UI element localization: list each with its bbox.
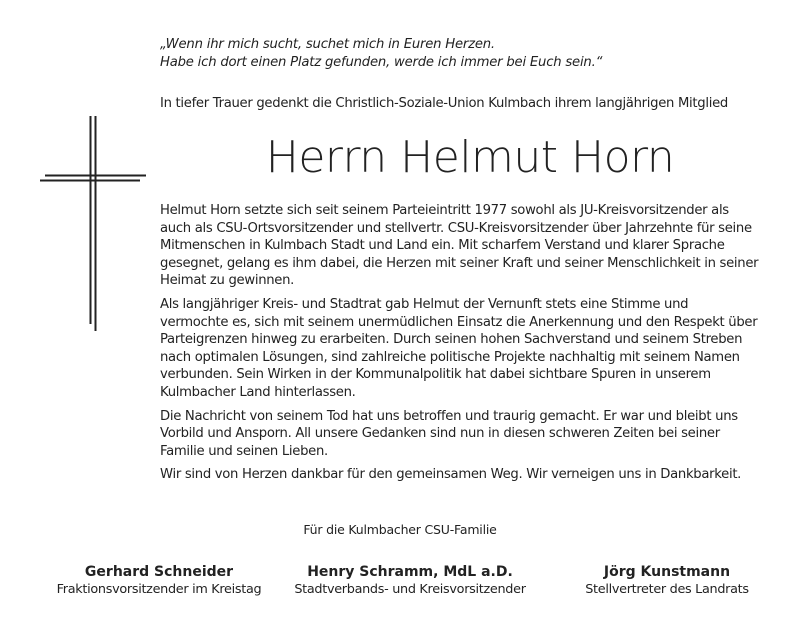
quote bbox=[160, 36, 602, 72]
signatory-name: Gerhard Schneider bbox=[84, 564, 234, 580]
text-line: Kulmbacher Land hinterlassen. bbox=[160, 384, 356, 400]
signatory bbox=[537, 562, 797, 597]
deceased-name: Herrn Helmut Horn bbox=[265, 132, 675, 183]
text-line: Als langjähriger Kreis- und Stadtrat gab Helmut der Vernunft stets eine Stimme und bbox=[160, 296, 689, 312]
text-line: Die Nachricht von seinem Tod hat uns betroffen und traurig gemacht. Er war und bleibt uns bbox=[160, 408, 738, 424]
signatory-role: Stellvertreter des Landrats bbox=[585, 582, 749, 597]
paragraph bbox=[160, 296, 760, 402]
quote-line: „Wenn ihr mich sucht, suchet mich in Euren Herzen. bbox=[160, 37, 495, 52]
intro-text: In tiefer Trauer gedenkt die Christlich-Soziale-Union Kulmbach ihrem langjährigen Mitglied bbox=[160, 96, 728, 111]
quote-line: Habe ich dort einen Platz gefunden, werde ich immer bei Euch sein.“ bbox=[160, 55, 603, 70]
text-line: Helmut Horn setzte sich seit seinem Parteieintritt 1977 sowohl als JU-Kreisvorsitzender als bbox=[160, 203, 729, 218]
text-line: Heimat zu gewinnen. bbox=[160, 273, 295, 289]
signatory-name: Jörg Kunstmann bbox=[603, 564, 731, 580]
text-line: auch als CSU-Ortsvorsitzender und stellvertr. CSU-Kreisvorsitzender über Jahrzehnte für seine bbox=[160, 220, 752, 236]
text-line: gesegnet, gelang es ihm dabei, die Herzen mit seiner Kraft und seiner Menschlichkeit in seiner bbox=[160, 255, 759, 271]
signatory-role: Stadtverbands- und Kreisvorsitzender bbox=[294, 582, 526, 597]
signatory bbox=[280, 562, 540, 597]
paragraph bbox=[160, 202, 760, 290]
text-line: verbunden. Sein Wirken in der Kommunalpolitik hat dabei sichtbare Spuren in unserem bbox=[160, 367, 711, 383]
signatory-name: Henry Schramm, MdL a.D. bbox=[307, 564, 513, 580]
paragraph bbox=[160, 466, 760, 484]
text-line: Parteigrenzen hinweg zu erarbeiten. Durch seinen hohen Sachverstand und seinem Streben bbox=[160, 332, 743, 348]
text-line: vermochte es, sich mit seinem unermüdlichen Einsatz die Anerkennung und den Respekt über bbox=[160, 314, 758, 330]
text-line: Mitmenschen in Kulmbach Stadt und Land ein. Mit scharfem Verstand und klarer Sprache bbox=[160, 238, 725, 254]
family-line: Für die Kulmbacher CSU-Familie bbox=[303, 522, 497, 537]
obituary-body bbox=[160, 202, 760, 490]
signatory-role: Fraktionsvorsitzender im Kreistag bbox=[56, 582, 262, 597]
signatory bbox=[29, 562, 289, 597]
text-line: Familie und seinen Lieben. bbox=[160, 443, 328, 459]
text-line: Vorbild und Ansporn. All unsere Gedanken sind nun in diesen schweren Zeiten bei seiner bbox=[160, 426, 720, 442]
text-line: nach optimalen Lösungen, sind zahlreiche politische Projekte nachhaltig mit seinem Namen bbox=[160, 349, 740, 365]
paragraph bbox=[160, 408, 760, 461]
text-line: Wir sind von Herzen dankbar für den gemeinsamen Weg. Wir verneigen uns in Dankbarkeit. bbox=[160, 467, 742, 483]
